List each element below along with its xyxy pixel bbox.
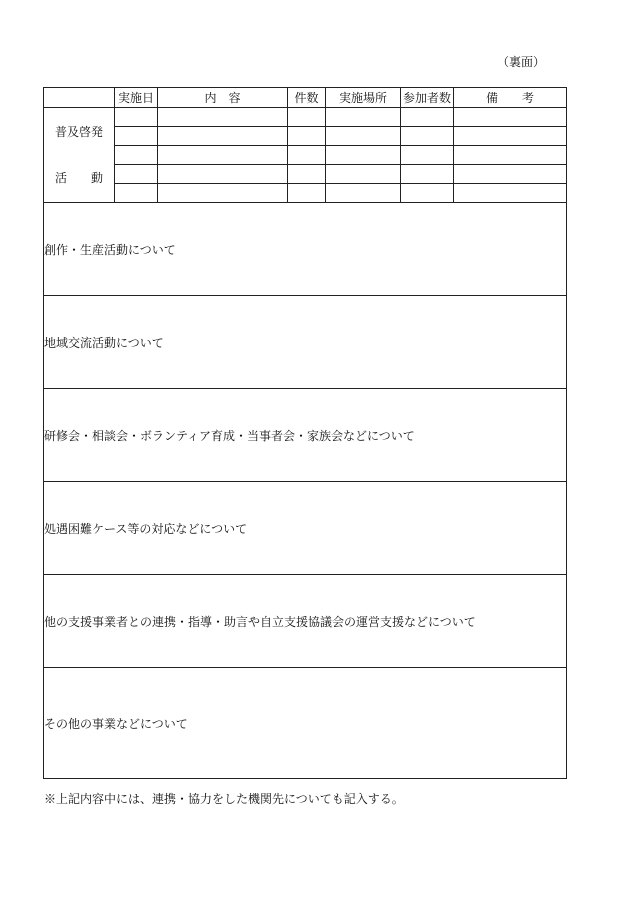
table-row [44,146,567,165]
header-participants: 参加者数 [401,88,454,108]
content-cell[interactable] [158,165,288,184]
header-blank [44,88,115,108]
content-cell[interactable] [158,108,288,127]
section-label: 他の支援事業者との連携・指導・助言や自立支援協議会の運営支援などについて [44,614,476,629]
remarks-cell[interactable] [454,108,567,127]
count-cell[interactable] [288,108,326,127]
section-creative-production[interactable] [44,203,567,296]
section-difficult-cases[interactable] [44,482,567,575]
header-date: 実施日 [115,88,158,108]
section-label: 処遇困難ケース等の対応などについて [44,521,248,536]
section-row [44,668,567,779]
header-location: 実施場所 [326,88,401,108]
date-cell[interactable] [115,127,158,146]
content-cell[interactable] [158,184,288,203]
table-row [44,127,567,146]
header-remarks: 備 考 [454,88,567,108]
count-cell[interactable] [288,146,326,165]
section-label: 研修会・相談会・ボランティア育成・当事者会・家族会などについて [44,428,415,443]
row-group-label-bottom: 活 動 [54,171,103,185]
count-cell[interactable] [288,165,326,184]
section-row [44,389,567,482]
section-label: 地域交流活動について [44,335,164,350]
table-header-row [44,88,567,108]
remarks-cell[interactable] [454,184,567,203]
date-cell[interactable] [115,184,158,203]
remarks-cell[interactable] [454,165,567,184]
header-count: 件数 [288,88,326,108]
table-row [44,184,567,203]
participants-cell[interactable] [401,184,454,203]
location-cell[interactable] [326,108,401,127]
count-cell[interactable] [288,184,326,203]
content-cell[interactable] [158,146,288,165]
participants-cell[interactable] [401,127,454,146]
date-cell[interactable] [115,108,158,127]
table-row [44,108,567,127]
remarks-cell[interactable] [454,146,567,165]
location-cell[interactable] [326,165,401,184]
location-cell[interactable] [326,146,401,165]
count-cell[interactable] [288,127,326,146]
location-cell[interactable] [326,127,401,146]
section-label: 創作・生産活動について [44,242,176,257]
activity-report-table [43,87,567,779]
footnote: ※上記内容中には、連携・協力をした機関先についても記入する。 [44,792,404,806]
table-row [44,165,567,184]
header-content: 内 容 [158,88,288,108]
section-label: その他の事業などについて [44,716,188,731]
participants-cell[interactable] [401,146,454,165]
section-other-projects[interactable] [44,668,567,779]
section-row [44,575,567,668]
row-group-label [44,108,115,203]
section-coordination-support[interactable] [44,575,567,668]
section-community-exchange[interactable] [44,296,567,389]
content-cell[interactable] [158,127,288,146]
remarks-cell[interactable] [454,127,567,146]
section-row [44,296,567,389]
participants-cell[interactable] [401,165,454,184]
participants-cell[interactable] [401,108,454,127]
section-row [44,482,567,575]
row-group-label-top: 普及啓発 [54,125,103,139]
section-row [44,203,567,296]
location-cell[interactable] [326,184,401,203]
page-side-label: （裏面） [497,55,546,69]
section-training-consultation[interactable] [44,389,567,482]
date-cell[interactable] [115,165,158,184]
date-cell[interactable] [115,146,158,165]
